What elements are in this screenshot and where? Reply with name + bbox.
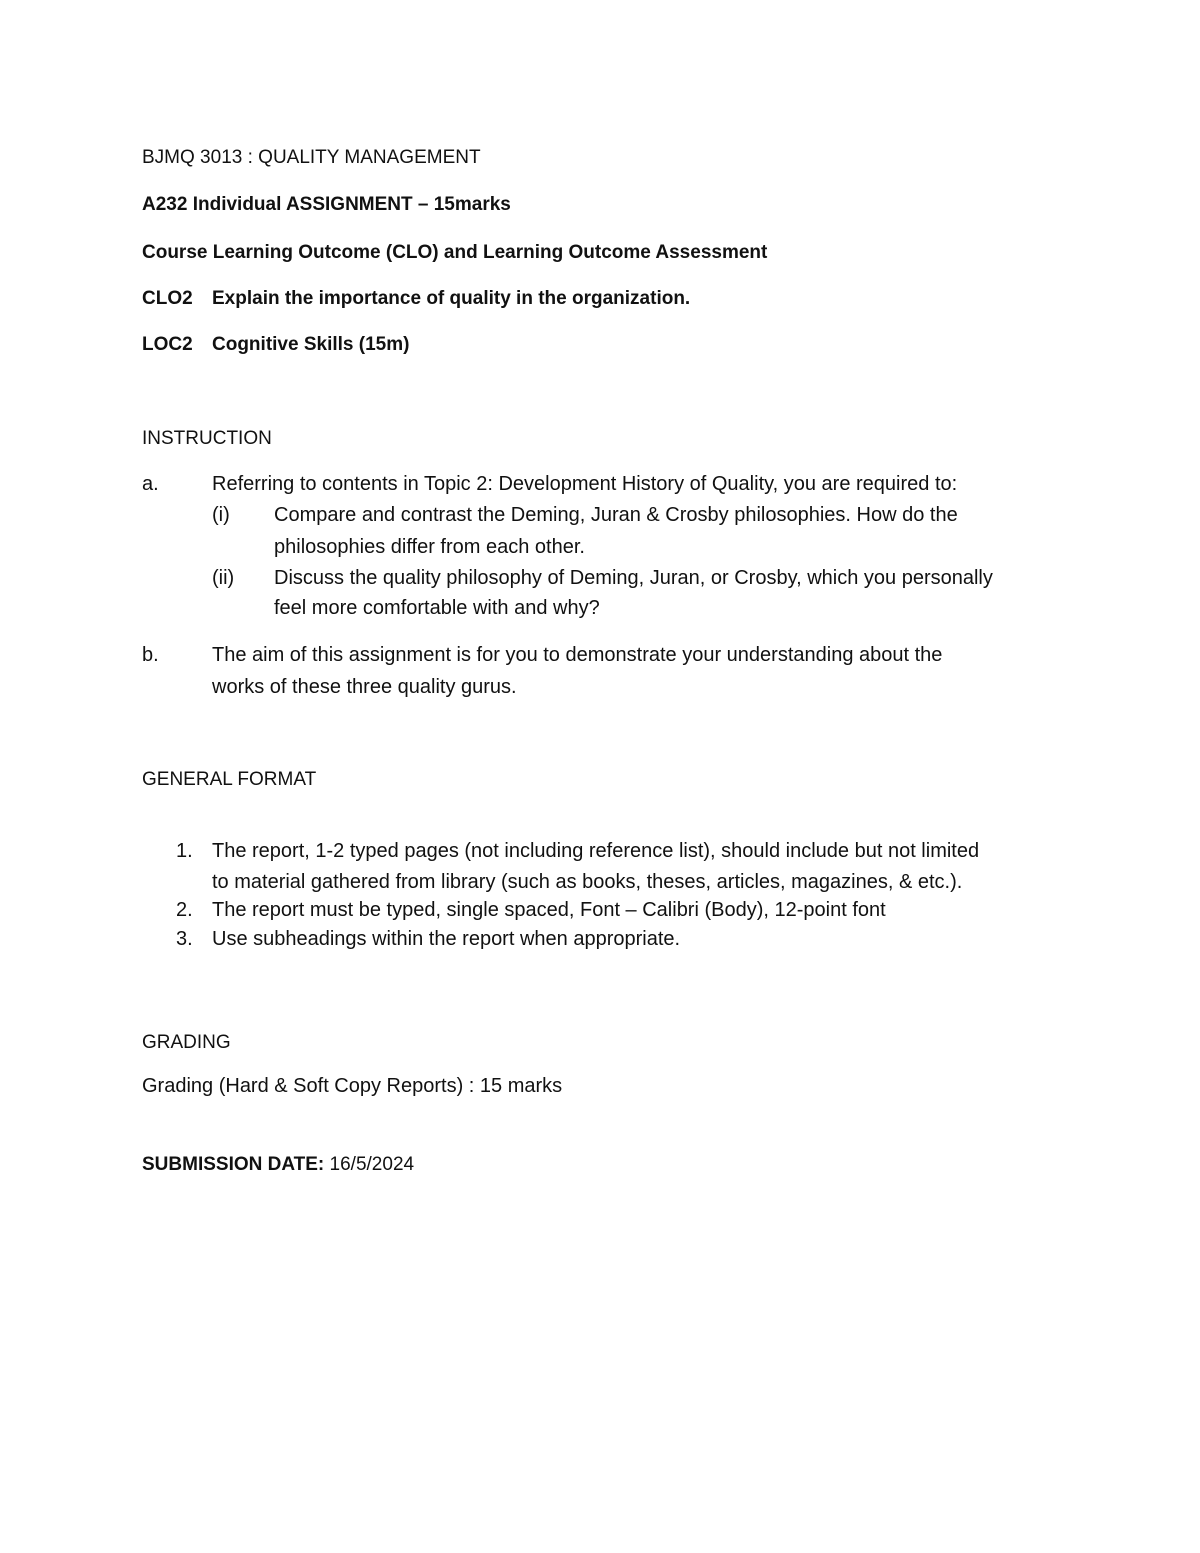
- grading-text: Grading (Hard & Soft Copy Reports) : 15 marks: [142, 1075, 563, 1097]
- sub-ii-line2: feel more comfortable with and why?: [274, 597, 600, 619]
- sub-i-line2: philosophies differ from each other.: [274, 536, 585, 558]
- item-b-line1: The aim of this assignment is for you to demonstrate your understanding about the: [212, 644, 943, 666]
- format-item-1-marker: 1.: [176, 840, 193, 862]
- assignment-title: A232 Individual ASSIGNMENT – 15marks: [142, 194, 511, 215]
- submission-line: [142, 1153, 414, 1177]
- course-title: BJMQ 3013 : QUALITY MANAGEMENT: [142, 147, 481, 168]
- general-format-heading: GENERAL FORMAT: [142, 769, 317, 790]
- format-item-2-marker: 2.: [176, 899, 193, 921]
- clo2-code: CLO2: [142, 288, 193, 309]
- format-item-3-line1: Use subheadings within the report when appropriate.: [212, 928, 681, 950]
- format-item-1-line2: to material gathered from library (such as books, theses, articles, magazines, & etc.).: [212, 871, 963, 893]
- clo-heading: Course Learning Outcome (CLO) and Learning Outcome Assessment: [142, 242, 768, 263]
- format-item-1-line1: The report, 1-2 typed pages (not including reference list), should include but not limited: [212, 840, 980, 862]
- sub-ii-line1: Discuss the quality philosophy of Deming, Juran, or Crosby, which you personally: [274, 567, 993, 589]
- instruction-heading: INSTRUCTION: [142, 428, 272, 449]
- sub-i-line1: Compare and contrast the Deming, Juran & Crosby philosophies. How do the: [274, 504, 958, 526]
- loc2-text: Cognitive Skills (15m): [212, 334, 410, 355]
- format-item-2-line1: The report must be typed, single spaced, Font – Calibri (Body), 12-point font: [212, 899, 886, 921]
- grading-heading: GRADING: [142, 1032, 231, 1053]
- item-b-marker: b.: [142, 644, 159, 666]
- sub-i-marker: (i): [212, 504, 230, 526]
- clo2-text: Explain the importance of quality in the organization.: [212, 288, 691, 309]
- item-a-marker: a.: [142, 473, 159, 495]
- item-a-text: Referring to contents in Topic 2: Development History of Quality, you are required to:: [212, 473, 958, 495]
- submission-label: SUBMISSION DATE:: [142, 1154, 325, 1175]
- format-item-3-marker: 3.: [176, 928, 193, 950]
- item-b-line2: works of these three quality gurus.: [212, 676, 517, 698]
- submission-date: 16/5/2024: [329, 1154, 415, 1175]
- loc2-code: LOC2: [142, 334, 193, 355]
- sub-ii-marker: (ii): [212, 567, 235, 589]
